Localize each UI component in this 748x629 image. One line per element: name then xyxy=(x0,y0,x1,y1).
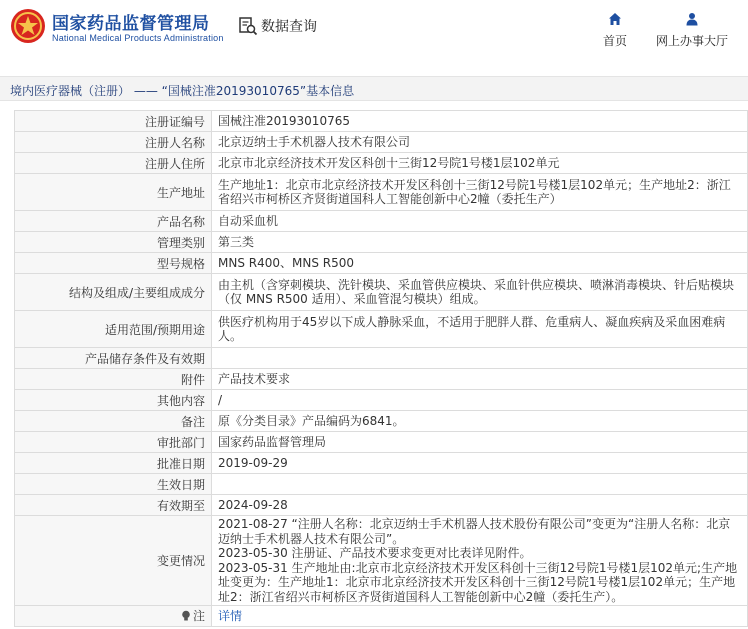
table-row xyxy=(15,348,748,369)
row-label: 注册人住所 xyxy=(15,153,212,174)
nav-online-hall[interactable] xyxy=(652,12,732,49)
row-label: 管理类别 xyxy=(15,232,212,253)
search-document-icon xyxy=(238,16,258,36)
row-label: 批准日期 xyxy=(15,453,212,474)
row-value: 2024-09-28 xyxy=(212,495,748,516)
row-label: 注册人名称 xyxy=(15,132,212,153)
table-row xyxy=(15,432,748,453)
breadcrumb xyxy=(10,82,354,99)
table-row xyxy=(15,474,748,495)
row-value: 国家药品监督管理局 xyxy=(212,432,748,453)
row-value: 北京市北京经济技术开发区科创十三街12号院1号楼1层102单元 xyxy=(212,153,748,174)
row-label: 适用范围/预期用途 xyxy=(15,311,212,348)
row-value: 北京迈纳士手术机器人技术有限公司 xyxy=(212,132,748,153)
row-value: 国械注准20193010765 xyxy=(212,111,748,132)
row-label: 型号规格 xyxy=(15,253,212,274)
data-query-label: 数据查询 xyxy=(261,19,317,35)
emblem-icon[interactable] xyxy=(10,8,46,44)
data-query-link[interactable] xyxy=(238,16,317,36)
note-label-cell xyxy=(15,606,212,627)
home-icon xyxy=(608,12,622,26)
row-value: 原《分类目录》产品编码为6841。 xyxy=(212,411,748,432)
row-value: 第三类 xyxy=(212,232,748,253)
row-label: 注册证编号 xyxy=(15,111,212,132)
table-row xyxy=(15,311,748,348)
row-label: 产品储存条件及有效期 xyxy=(15,348,212,369)
user-icon xyxy=(685,12,699,26)
breadcrumb-bar xyxy=(0,76,748,101)
table-row xyxy=(15,606,748,627)
table-row xyxy=(15,232,748,253)
row-value: 供医疗机构用于45岁以下成人静脉采血，不适用于肥胖人群、危重病人、凝血疾病及采血困难病人。 xyxy=(212,311,748,348)
row-label: 生产地址 xyxy=(15,174,212,211)
table-row xyxy=(15,132,748,153)
row-label: 产品名称 xyxy=(15,211,212,232)
bulb-icon xyxy=(181,610,191,622)
brand-name-cn[interactable]: 国家药品监督管理局 xyxy=(52,14,210,34)
table-row xyxy=(15,495,748,516)
note-label xyxy=(181,607,205,624)
row-value xyxy=(212,348,748,369)
brand-name-en[interactable]: National Medical Products Administration xyxy=(52,33,224,43)
row-label: 附件 xyxy=(15,369,212,390)
table-row xyxy=(15,111,748,132)
table-row xyxy=(15,411,748,432)
row-value: / xyxy=(212,390,748,411)
row-label: 结构及组成/主要组成成分 xyxy=(15,274,212,311)
table-row xyxy=(15,390,748,411)
table-row xyxy=(15,211,748,232)
table-row xyxy=(15,516,748,606)
nav-home[interactable] xyxy=(600,12,630,49)
row-value: 2021-08-27 “注册人名称：北京迈纳士手术机器人技术股份有限公司”变更为“注册人名称：北京迈纳士手术机器人技术有限公司”。 2023-05-30 注册证、产品技术要求变更对比表详见附件。 2023-05-31 生产地址由:北京市北京经济技术开发区科创十三街12号院1号楼1层102单元;生产地址变更为：生产地址1：北京市北京经济技术开发区科创十三街12号院1号楼1层102单元；生产地址2：浙江省绍兴市柯桥区齐贤街道国科人工智能创新中心2幢（委托生产）。 xyxy=(212,516,748,606)
table-row xyxy=(15,274,748,311)
row-label: 变更情况 xyxy=(15,516,212,606)
breadcrumb-current: “国械注准20193010765”基本信息 xyxy=(161,84,355,98)
row-label: 生效日期 xyxy=(15,474,212,495)
row-value: 产品技术要求 xyxy=(212,369,748,390)
table-row xyxy=(15,453,748,474)
table-row xyxy=(15,253,748,274)
breadcrumb-separator: —— xyxy=(130,84,162,98)
note-value xyxy=(212,606,748,627)
detail-table xyxy=(14,110,748,627)
row-label: 审批部门 xyxy=(15,432,212,453)
nav-online-label: 网上办事大厅 xyxy=(655,34,728,48)
detail-table-container xyxy=(14,110,748,627)
row-label: 备注 xyxy=(15,411,212,432)
table-row xyxy=(15,369,748,390)
row-value: MNS R400、MNS R500 xyxy=(212,253,748,274)
row-value: 2019-09-29 xyxy=(212,453,748,474)
table-row xyxy=(15,174,748,211)
row-value xyxy=(212,474,748,495)
breadcrumb-link[interactable]: 境内医疗器械（注册） xyxy=(10,84,131,98)
row-value: 由主机（含穿刺模块、洗针模块、采血管供应模块、采血针供应模块、喷淋消毒模块、针后贴模块（仅 MNS R500 适用）、采血管混匀模块）组成。 xyxy=(212,274,748,311)
row-value: 生产地址1：北京市北京经济技术开发区科创十三街12号院1号楼1层102单元；生产地址2：浙江省绍兴市柯桥区齐贤街道国科人工智能创新中心2幢（委托生产） xyxy=(212,174,748,211)
note-label-text: 注 xyxy=(192,609,205,624)
row-label: 有效期至 xyxy=(15,495,212,516)
details-link[interactable]: 详情 xyxy=(218,608,243,623)
nav-home-label: 首页 xyxy=(602,34,627,48)
site-header xyxy=(0,0,748,62)
table-row xyxy=(15,153,748,174)
row-value: 自动采血机 xyxy=(212,211,748,232)
row-label: 其他内容 xyxy=(15,390,212,411)
